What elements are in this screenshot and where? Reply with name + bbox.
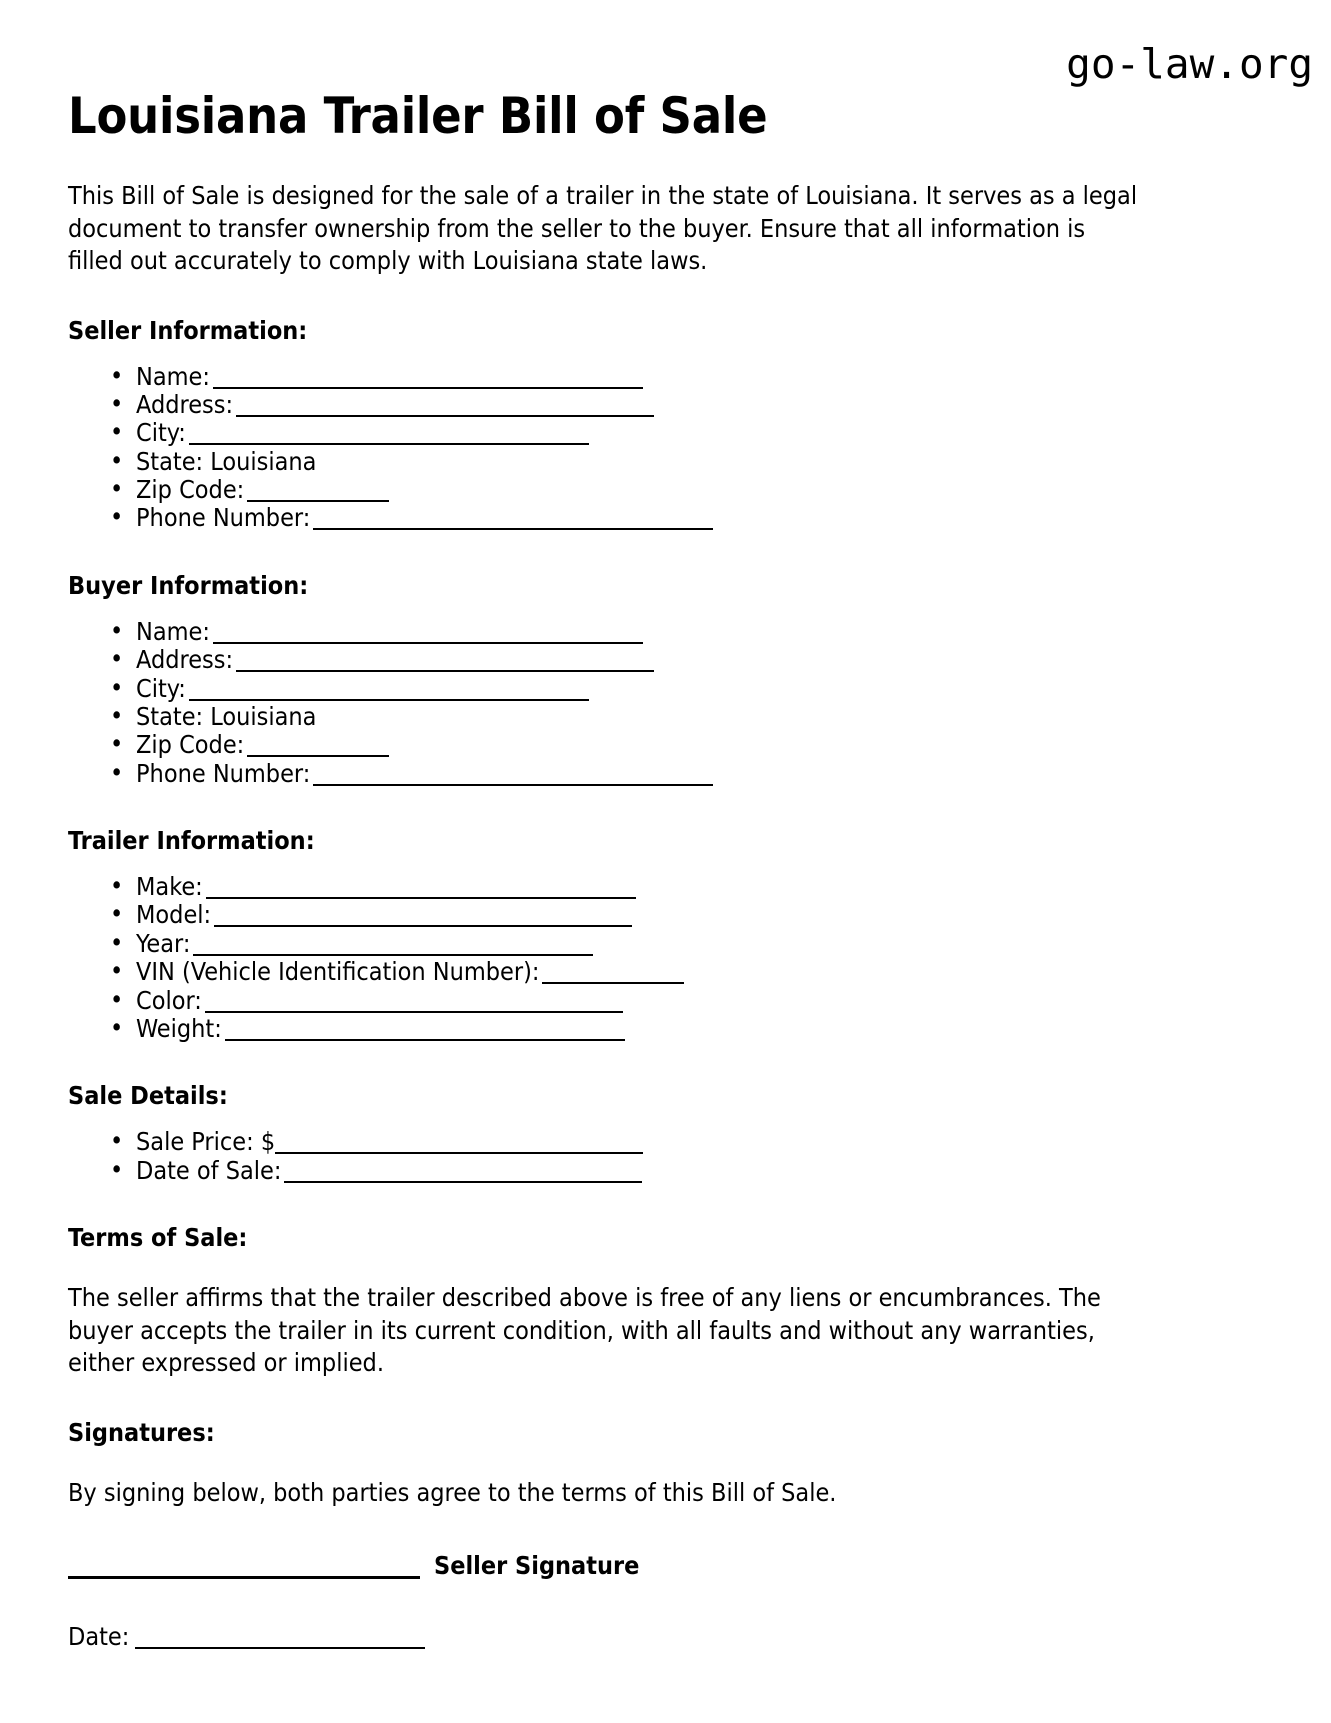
- field-label: Model:: [136, 900, 212, 930]
- list-item: [108, 363, 1188, 391]
- list-item: [108, 1128, 1188, 1156]
- field-label: Address:: [136, 389, 234, 419]
- list-item: [108, 504, 1188, 532]
- seller-city-blank[interactable]: [189, 425, 589, 445]
- section-heading-terms: Terms of Sale:: [68, 1223, 248, 1252]
- trailer-year-blank[interactable]: [193, 936, 593, 956]
- list-item: [108, 419, 1188, 447]
- buyer-field-list: [68, 618, 1188, 788]
- field-label: Sale Price: $: [136, 1127, 276, 1157]
- seller-phone-blank[interactable]: [313, 510, 713, 530]
- list-item: [108, 731, 1188, 759]
- seller-signature-blank[interactable]: [68, 1556, 420, 1579]
- field-label: Date of Sale:: [136, 1155, 282, 1185]
- trailer-weight-blank[interactable]: [225, 1021, 625, 1041]
- list-item: [108, 391, 1188, 419]
- list-item: [108, 476, 1188, 504]
- page-title: Louisiana Trailer Bill of Sale: [68, 87, 768, 145]
- field-label: VIN (Vehicle Identification Number):: [136, 957, 540, 987]
- trailer-vin-blank[interactable]: [542, 964, 684, 984]
- seller-signature-label: Seller Signature: [434, 1551, 640, 1580]
- section-heading-seller: Seller Information:: [68, 315, 308, 345]
- list-item: [108, 987, 1188, 1015]
- field-label: Phone Number:: [136, 503, 311, 533]
- seller-zip-blank[interactable]: [247, 482, 389, 502]
- signature-date-row: [68, 1622, 1188, 1651]
- list-item: [108, 646, 1188, 674]
- field-label: State: Louisiana: [136, 446, 317, 476]
- buyer-city-blank[interactable]: [189, 681, 589, 701]
- section-heading-signatures: Signatures:: [68, 1417, 215, 1447]
- trailer-model-blank[interactable]: [214, 907, 632, 927]
- field-label: City:: [136, 673, 186, 703]
- date-of-sale-blank[interactable]: [284, 1163, 642, 1183]
- trailer-field-list: [68, 873, 1188, 1043]
- buyer-address-blank[interactable]: [236, 652, 654, 672]
- terms-paragraph: The seller affirms that the trailer described above is free of any liens or encumbrances. The buyer accepts the trailer in its current condition, with all faults and without any warranties, either expressed or implied.: [68, 1283, 1101, 1377]
- list-item: [108, 760, 1188, 788]
- field-label: Weight:: [136, 1013, 222, 1043]
- sale-details-field-list: [68, 1128, 1188, 1185]
- list-item: [108, 675, 1188, 703]
- buyer-phone-blank[interactable]: [313, 766, 713, 786]
- section-heading-sale-details: Sale Details:: [68, 1081, 228, 1111]
- date-label: Date:: [68, 1622, 130, 1651]
- field-label: Address:: [136, 645, 234, 675]
- seller-name-blank[interactable]: [213, 369, 643, 389]
- field-label: State: Louisiana: [136, 701, 317, 731]
- field-label: Make:: [136, 872, 203, 901]
- field-label: Year:: [136, 928, 191, 958]
- list-item: [108, 901, 1188, 929]
- field-label: Name:: [136, 361, 210, 391]
- list-item: [108, 930, 1188, 958]
- list-item: [108, 958, 1188, 986]
- field-label: Color:: [136, 985, 202, 1015]
- list-item: [108, 1015, 1188, 1043]
- list-item: [108, 618, 1188, 646]
- list-item: [108, 1157, 1188, 1185]
- signature-date-blank[interactable]: [135, 1629, 425, 1649]
- list-item: [108, 873, 1188, 901]
- seller-address-blank[interactable]: [236, 397, 654, 417]
- site-brand-logo: go-law.org: [1066, 40, 1313, 88]
- field-label: Phone Number:: [136, 758, 311, 788]
- field-label: City:: [136, 418, 186, 448]
- trailer-make-blank[interactable]: [206, 879, 636, 899]
- field-label: Name:: [136, 616, 210, 646]
- intro-paragraph: This Bill of Sale is designed for the sale of a trailer in the state of Louisiana. It serves as a legal document to transfer ownership from the seller to the buyer. Ensure that all information is filled out accurately to comply with Louisiana state laws.: [68, 181, 1138, 275]
- seller-field-list: [68, 363, 1188, 533]
- buyer-name-blank[interactable]: [213, 624, 643, 644]
- list-item: [108, 703, 1188, 731]
- field-label: Zip Code:: [136, 730, 245, 760]
- sale-price-blank[interactable]: [275, 1134, 643, 1154]
- field-label: Zip Code:: [136, 475, 245, 504]
- document-content: [68, 36, 1188, 1651]
- section-heading-trailer: Trailer Information:: [68, 826, 315, 855]
- buyer-zip-blank[interactable]: [247, 737, 389, 757]
- signatures-paragraph: By signing below, both parties agree to the terms of this Bill of Sale.: [68, 1477, 837, 1507]
- trailer-color-blank[interactable]: [205, 993, 623, 1013]
- section-heading-buyer: Buyer Information:: [68, 570, 309, 600]
- seller-signature-row: [68, 1551, 1188, 1580]
- list-item: [108, 448, 1188, 476]
